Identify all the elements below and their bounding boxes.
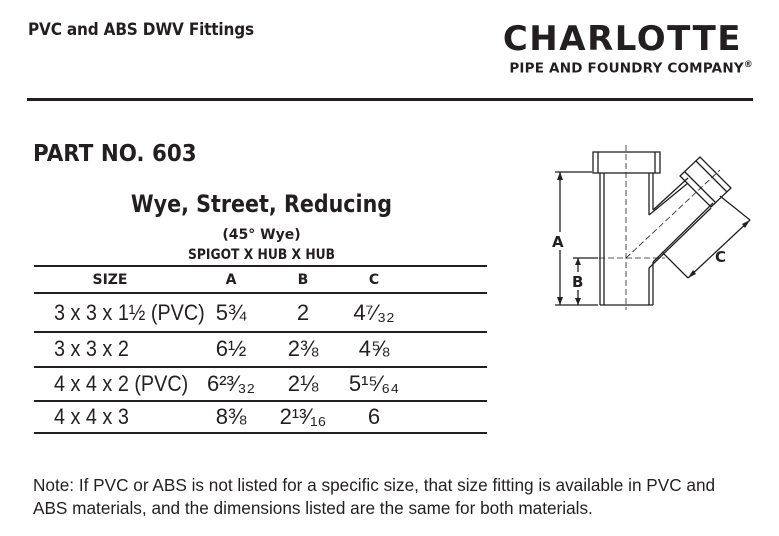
registered-mark: ® <box>743 60 753 70</box>
cell-b: 2⅛ <box>287 371 319 396</box>
cell-c: 5¹⁵⁄₆₄ <box>348 371 400 396</box>
row-rule <box>34 400 487 402</box>
cell-a: 6½ <box>215 336 247 361</box>
dimension-a-label: A <box>552 233 564 251</box>
row-rule <box>34 366 487 368</box>
cell-a: 8⅜ <box>215 404 247 429</box>
fitting-subtitle: (45° Wye) <box>222 227 301 243</box>
document-category: PVC and ABS DWV Fittings <box>28 20 254 40</box>
material-note: Note: If PVC or ABS is not listed for a specific size, that size fitting is available in PVC and ABS materials, and the dimensions listed are the same for both materials. <box>33 475 716 518</box>
table-header-rule <box>34 292 487 294</box>
column-header-c: C <box>368 272 380 288</box>
dimension-b-label: B <box>572 273 584 291</box>
cell-size: 4 x 4 x 3 <box>54 404 129 429</box>
part-number: PART NO. 603 <box>33 141 197 167</box>
cell-size: 3 x 3 x 2 <box>54 336 129 361</box>
column-header-a: A <box>225 272 237 288</box>
header-divider <box>27 98 753 101</box>
brand-logo-subtitle <box>509 60 753 77</box>
brand-subtitle-text: PIPE AND FOUNDRY COMPANY <box>509 60 744 77</box>
row-rule <box>34 331 487 333</box>
cell-b: 2¹³⁄₁₆ <box>279 404 327 429</box>
brand-logo-name: CHARLOTTE <box>502 19 742 59</box>
table-top-rule <box>34 265 487 267</box>
table-bottom-rule <box>34 432 487 434</box>
dimension-c-label: C <box>715 248 727 266</box>
cell-c: 6 <box>367 404 381 429</box>
wye-fitting-diagram <box>530 140 760 320</box>
cell-b: 2 <box>296 300 310 325</box>
cell-c: 4⁷⁄₃₂ <box>353 300 395 325</box>
cell-b: 2⅜ <box>287 336 319 361</box>
column-header-b: B <box>297 272 309 288</box>
cell-size: 3 x 3 x 1½ (PVC) <box>54 300 205 325</box>
cell-size: 4 x 4 x 2 (PVC) <box>54 371 189 396</box>
column-header-size: SIZE <box>92 272 128 288</box>
cell-a: 6²³⁄₃₂ <box>206 371 256 396</box>
connection-type: SPIGOT X HUB X HUB <box>187 247 336 263</box>
top-hub-shape <box>593 152 660 173</box>
cell-c: 4⅝ <box>358 336 390 361</box>
fitting-title: Wye, Street, Reducing <box>130 190 393 218</box>
cell-a: 5¾ <box>215 300 247 325</box>
